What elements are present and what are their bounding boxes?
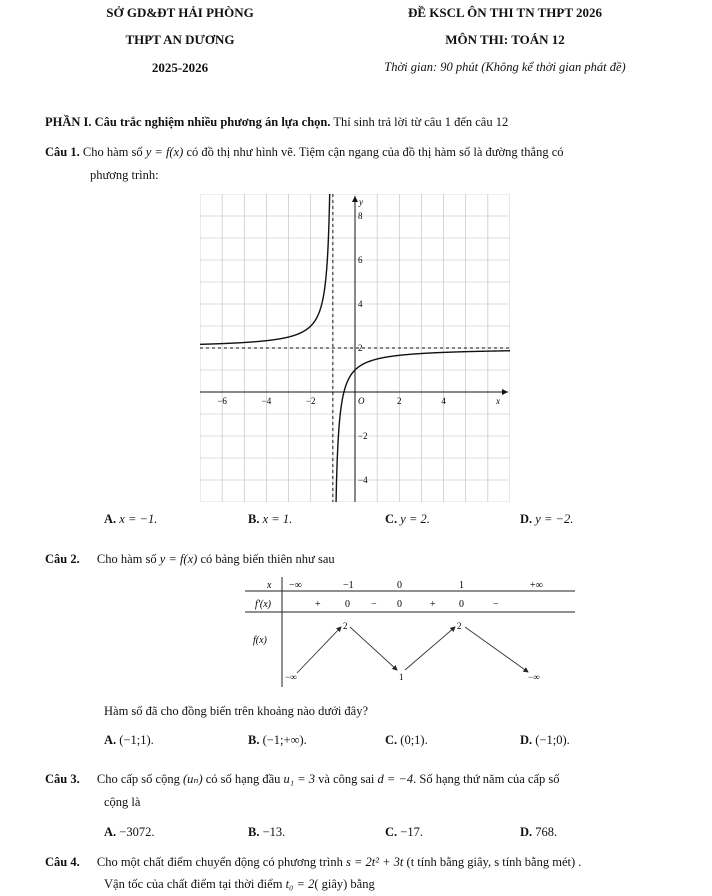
table-x-pos-inf: +∞: [530, 580, 543, 591]
x-axis-arrow: [502, 389, 508, 395]
x-tick-label: −4: [261, 396, 272, 406]
table-x-label: x: [267, 580, 272, 591]
q4-t0: t₀ = 2: [285, 877, 315, 891]
header-subject: MÔN THI: TOÁN 12: [445, 32, 565, 47]
header-year: 2025-2026: [151, 60, 209, 75]
q2-option-a: A. (−1;1).: [104, 733, 154, 747]
sign-5: +: [430, 599, 436, 610]
q1-func: y = f(x): [145, 145, 184, 159]
table-x-0: 0: [397, 580, 402, 591]
y-tick-label: 8: [358, 211, 363, 221]
q3-option-a: A. −3072.: [104, 825, 155, 839]
q2-func: y = f(x): [159, 552, 198, 566]
f-val-5: −∞: [528, 672, 540, 682]
x-axis-label: x: [496, 396, 500, 406]
q1-option-d: D. y = −2.: [520, 512, 574, 526]
table-x-minus1: −1: [343, 580, 354, 591]
sign-6: 0: [459, 599, 464, 610]
q3-label: Câu 3.: [45, 772, 80, 786]
f-val-3: 1: [399, 672, 404, 682]
part1-instruction: Thí sinh trả lời từ câu 1 đến câu 12: [333, 115, 509, 129]
q1-line2: phương trình:: [90, 168, 159, 182]
q1-option-c: C. y = 2.: [385, 512, 430, 526]
arrow-down-2: [465, 627, 528, 672]
sign-3: −: [371, 599, 377, 610]
q4-eq: s = 2t² + 3t: [345, 855, 404, 869]
table-f-label: f(x): [253, 635, 267, 646]
y-tick-label: 2: [358, 343, 363, 353]
q4-label: Câu 4.: [45, 855, 80, 869]
y-tick-label: 6: [358, 255, 363, 265]
q2-line1: Câu 2. Cho hàm số y = f(x) có bảng biến thiên như sau: [45, 552, 335, 566]
q1-text-b: có đồ thị như hình vẽ. Tiệm cận ngang của đồ thị hàm số là đường thẳng có: [186, 145, 564, 159]
f-val-4: 2: [457, 621, 462, 631]
q2-option-d: D. (−1;0).: [520, 733, 570, 747]
header-time: Thời gian: 90 phút (Không kể thời gian phát đề): [384, 60, 626, 74]
q3-seq: (uₙ): [182, 772, 203, 786]
sign-4: 0: [397, 599, 402, 610]
q3-option-d: D. 768.: [520, 825, 558, 839]
q1-text-a: Cho hàm số: [82, 145, 143, 159]
q1-line1: [45, 145, 564, 160]
q1-option-a: A. x = −1.: [104, 512, 158, 526]
arrow-up-2: [405, 627, 455, 670]
q3-option-b: B. −13.: [248, 825, 286, 839]
f-val-1: −∞: [285, 672, 297, 682]
x-tick-label: −2: [305, 396, 316, 406]
arrow-down-1: [350, 627, 397, 670]
q2-option-c: C. (0;1).: [385, 733, 428, 747]
q2-label: Câu 2.: [45, 552, 80, 566]
y-tick-label: −2: [358, 431, 368, 441]
sign-2: 0: [345, 599, 350, 610]
table-fp-label: f'(x): [255, 599, 272, 610]
header-school: THPT AN DƯƠNG: [125, 32, 235, 47]
x-tick-label: 4: [441, 396, 446, 406]
arrow-up-1: [297, 627, 341, 673]
graph-axes: [200, 196, 508, 502]
y-tick-label: 4: [358, 299, 363, 309]
origin-label: O: [358, 396, 365, 406]
y-axis-arrow: [352, 196, 358, 202]
q3-u1: u₁ = 3: [283, 772, 316, 786]
sign-1: +: [315, 599, 321, 610]
sign-7: −: [493, 599, 499, 610]
q1-label: Câu 1.: [45, 145, 80, 159]
header-org: SỞ GD&ĐT HẢI PHÒNG: [106, 5, 254, 20]
table-x-1: 1: [459, 580, 464, 591]
y-tick-label: −4: [358, 475, 368, 485]
q4-line1: Câu 4. Cho một chất điểm chuyển động có phương trình s = 2t² + 3t (t tính bằng giây, s tính bằng mét) .: [45, 855, 582, 869]
f-val-2: 2: [343, 621, 348, 631]
curve-left-branch: [200, 194, 331, 344]
x-tick-label: −6: [217, 396, 227, 406]
q3-d: d = −4: [377, 772, 414, 786]
table-x-neg-inf: −∞: [289, 580, 302, 591]
q2-variation-table: [245, 575, 580, 695]
q3-line1: Câu 3. Cho cấp số cộng (uₙ) có số hạng đầu u₁ = 3 và công sai d = −4. Số hạng thứ năm của cấp số: [45, 772, 560, 786]
q2-option-b: B. (−1;+∞).: [248, 733, 307, 747]
q3-line2: cộng là: [104, 795, 141, 809]
q4-line2: Vận tốc của chất điểm tại thời điểm t₀ = 2( giây) bằng: [104, 877, 375, 891]
q2-question: Hàm số đã cho đồng biến trên khoảng nào dưới đây?: [104, 704, 369, 718]
q3-option-c: C. −17.: [385, 825, 423, 839]
q1-option-b: B. x = 1.: [248, 512, 293, 526]
part1-title: PHẦN I. Câu trắc nghiệm nhiều phương án lựa chọn.: [45, 115, 331, 129]
x-tick-label: 2: [397, 396, 402, 406]
y-axis-label: y: [359, 197, 363, 207]
header-title: ĐỀ KSCL ÔN THI TN THPT 2026: [407, 5, 603, 20]
q1-graph: [200, 194, 510, 502]
part1-heading: [45, 115, 508, 130]
